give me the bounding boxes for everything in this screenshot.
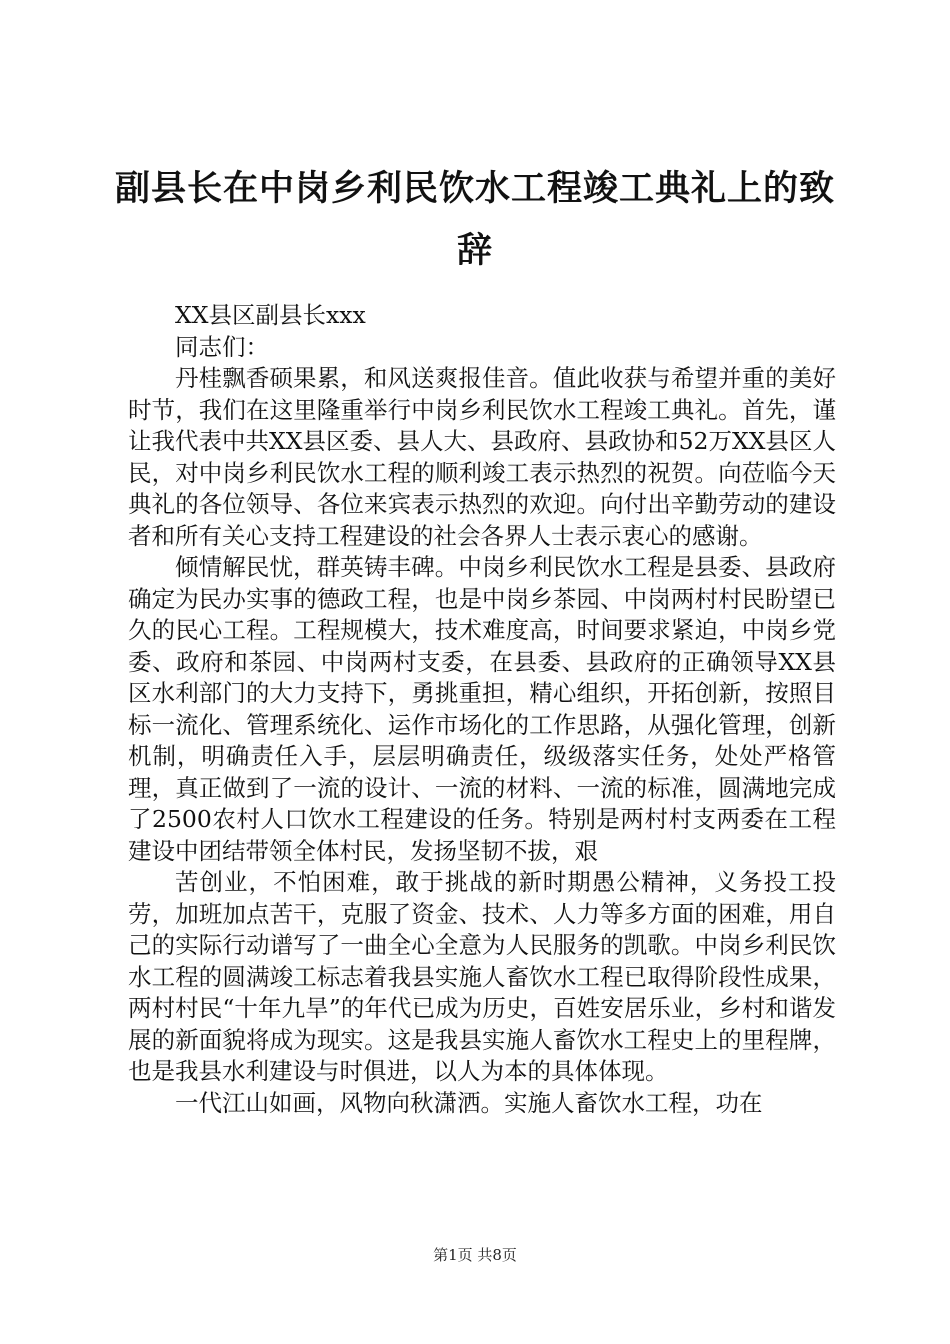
paragraph: 丹桂飘香硕果累，和风送爽报佳音。值此收获与希望并重的美好时节，我们在这里隆重举行中岗乡利民饮水工程竣工典礼。首先，谨让我代表中共XX县区委、县人大、县政府、县政协和52万XX县区人民，对中岗乡利民饮水工程的顺利竣工表示热烈的祝贺。向莅临今天典礼的各位领导、各位来宾表示热烈的欢迎。向付出辛勤劳动的建设者和所有关心支持工程建设的社会各界人士表示衷心的感谢。 <box>128 364 836 550</box>
paragraph: 苦创业，不怕困难，敢于挑战的新时期愚公精神，义务投工投劳，加班加点苦干，克服了资金、技术、人力等多方面的困难，用自己的实际行动谱写了一曲全心全意为人民服务的凯歌。中岗乡利民饮水工程的圆满竣工标志着我县实施人畜饮水工程已取得阶段性成果，两村村民“十年九旱”的年代已成为历史，百姓安居乐业，乡村和谐发展的新面貌将成为现实。这是我县实施人畜饮水工程史上的里程牌，也是我县水利建设与时俱进，以人为本的具体体现。 <box>128 868 836 1085</box>
salutation: 同志们： <box>175 332 269 361</box>
title-line-1: 副县长在中岗乡利民饮水工程竣工典礼上的致 <box>114 168 835 209</box>
page-footer: 第1页 共8页 <box>433 1246 517 1264</box>
title-line-2: 辞 <box>456 230 493 271</box>
document-title <box>110 158 840 282</box>
author-line: XX县区副县长xxx <box>175 301 366 329</box>
document-body <box>128 300 836 1119</box>
paragraph: 倾情解民忧，群英铸丰碑。中岗乡利民饮水工程是县委、县政府确定为民办实事的德政工程，也是中岗乡茶园、中岗两村村民盼望已久的民心工程。工程规模大，技术难度高，时间要求紧迫，中岗乡党委、政府和茶园、中岗两村支委，在县委、县政府的正确领导XX县区水利部门的大力支持下，勇挑重担，精心组织，开拓创新，按照目标一流化、管理系统化、运作市场化的工作思路，从强化管理，创新机制，明确责任入手，层层明确责任，级级落实任务，处处严格管理，真正做到了一流的设计、一流的材料、一流的标准，圆满地完成了2500农村人口饮水工程建设的任务。特别是两村村支两委在工程建设中团结带领全体村民，发扬坚韧不拔，艰 <box>128 553 836 865</box>
paragraph: 一代江山如画，风物向秋潇洒。实施人畜饮水工程，功在 <box>175 1088 763 1117</box>
